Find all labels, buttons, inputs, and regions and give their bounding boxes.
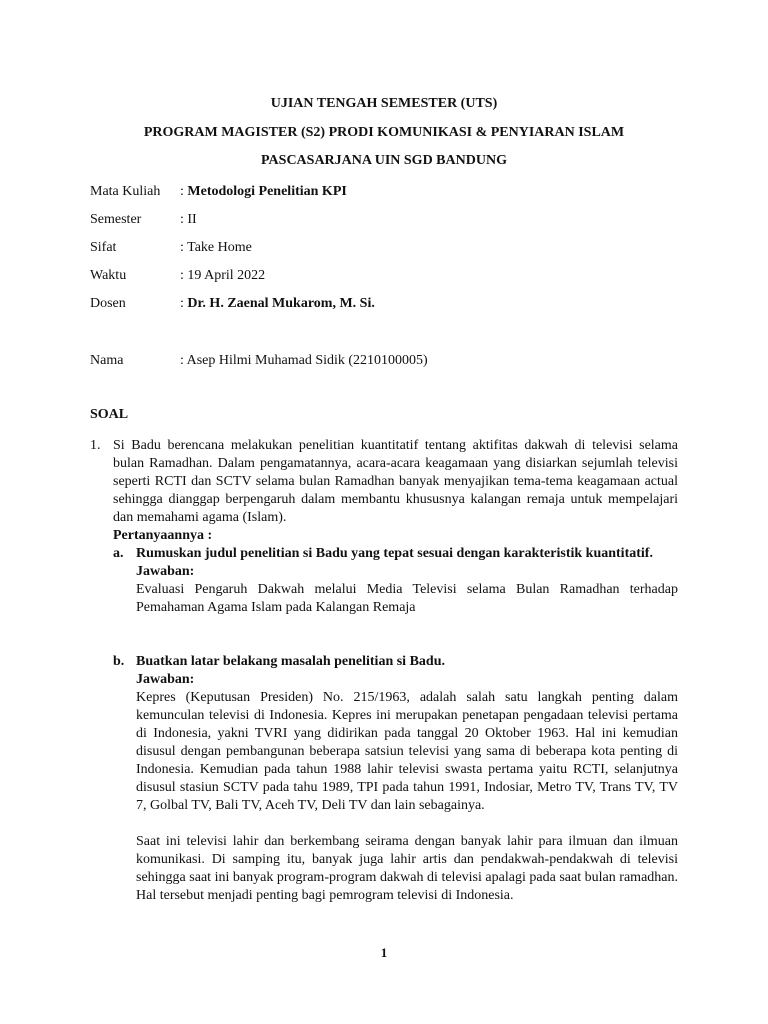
info-label: Semester (90, 212, 142, 227)
jawaban-label: Jawaban: (136, 672, 195, 687)
info-label: Sifat (90, 240, 117, 255)
sub-question-letter-b: b. (113, 654, 125, 669)
info-label: Nama (90, 353, 124, 368)
info-label: Dosen (90, 296, 126, 311)
info-value: : Take Home (180, 240, 252, 255)
sub-question-letter-a: a. (113, 546, 124, 561)
info-value (180, 295, 375, 313)
course-name: Metodologi Penelitian KPI (187, 184, 347, 199)
pertanyaan-label: Pertanyaannya : (113, 528, 213, 543)
page-number: 1 (380, 945, 388, 960)
jawaban-label: Jawaban: (136, 564, 195, 579)
info-label: Waktu (90, 268, 127, 283)
answer-b-paragraph-1: Kepres (Keputusan Presiden) No. 215/1963, adalah salah satu langkah penting dalam kemunculan televisi di Indonesia. Kepres ini merupakan penetapan pengadaan televisi pertama di Indonesia, yakni TVRI yang didirikan pada tanggal 20 Oktober 1963. Hal ini kemudian disusul dengan pembangunan beberapa satsiun televisi yang sama di beberapa kota penting di Indonesia. Kemudian pada tahun 1988 lahir televisi swasta pertama yaitu RCTI, selanjutnya disusul stasiun SCTV pada tahu 1989, TPI pada tahun 1991, Indosiar, Metro TV, Trans TV, TV 7, Golbal TV, Bali TV, Aceh TV, Deli TV dan lain sebagainya. (136, 690, 678, 813)
info-value: : 19 April 2022 (180, 268, 266, 283)
exam-title: UJIAN TENGAH SEMESTER (UTS) (270, 96, 498, 111)
program-title: PROGRAM MAGISTER (S2) PRODI KOMUNIKASI & PENYIARAN ISLAM (143, 125, 625, 140)
info-colon: : (180, 296, 188, 311)
info-value: : II (180, 212, 197, 227)
info-label: Mata Kuliah (90, 184, 161, 199)
info-colon: : (180, 184, 188, 199)
sub-question-b-block (136, 653, 678, 905)
sub-question-b-text: Buatkan latar belakang masalah penelitian si Badu. (136, 654, 445, 669)
info-value (180, 183, 347, 201)
question-1-text: Si Badu berencana melakukan penelitian kuantitatif tentang aktifitas dakwah di televisi selama bulan Ramadhan. Dalam pengamatannya, acara-acara keagamaan yang disiarkan sejumlah televisi seperti RCTI dan SCTV selama bulan Ramadhan banyak menyajikan tema-tema keagamaan actual sehingga dianggap berpengaruh dalam membantu khususnya kalangan remaja untuk mempelajari dan memahami agama (Islam). (113, 438, 678, 525)
sub-question-a-block (136, 545, 678, 617)
sub-question-a-text: Rumuskan judul penelitian si Badu yang tepat sesuai dengan karakteristik kuantitatif. (136, 546, 653, 561)
answer-b-paragraph-2: Saat ini televisi lahir dan berkembang seirama dengan banyak lahir para ilmuan dan ilmuan komunikasi. Di samping itu, banyak juga lahir artis dan pendakwah-pendakwah di televisi sehingga saat ini banyak program-program dakwah di televisi apalagi pada saat bulan ramadhan. Hal tersebut menjadi penting bagi pemrogram televisi di Indonesia. (136, 834, 678, 903)
institution-title: PASCASARJANA UIN SGD BANDUNG (261, 153, 507, 168)
question-1-block (113, 437, 678, 545)
answer-a-text: Evaluasi Pengaruh Dakwah melalui Media Televisi selama Bulan Ramadhan terhadap Pemahaman Agama Islam pada Kalangan Remaja (136, 582, 678, 615)
lecturer-name: Dr. H. Zaenal Mukarom, M. Si. (187, 296, 375, 311)
info-value: : Asep Hilmi Muhamad Sidik (2210100005) (180, 353, 428, 368)
soal-heading: SOAL (90, 407, 129, 422)
question-number: 1. (90, 438, 101, 453)
